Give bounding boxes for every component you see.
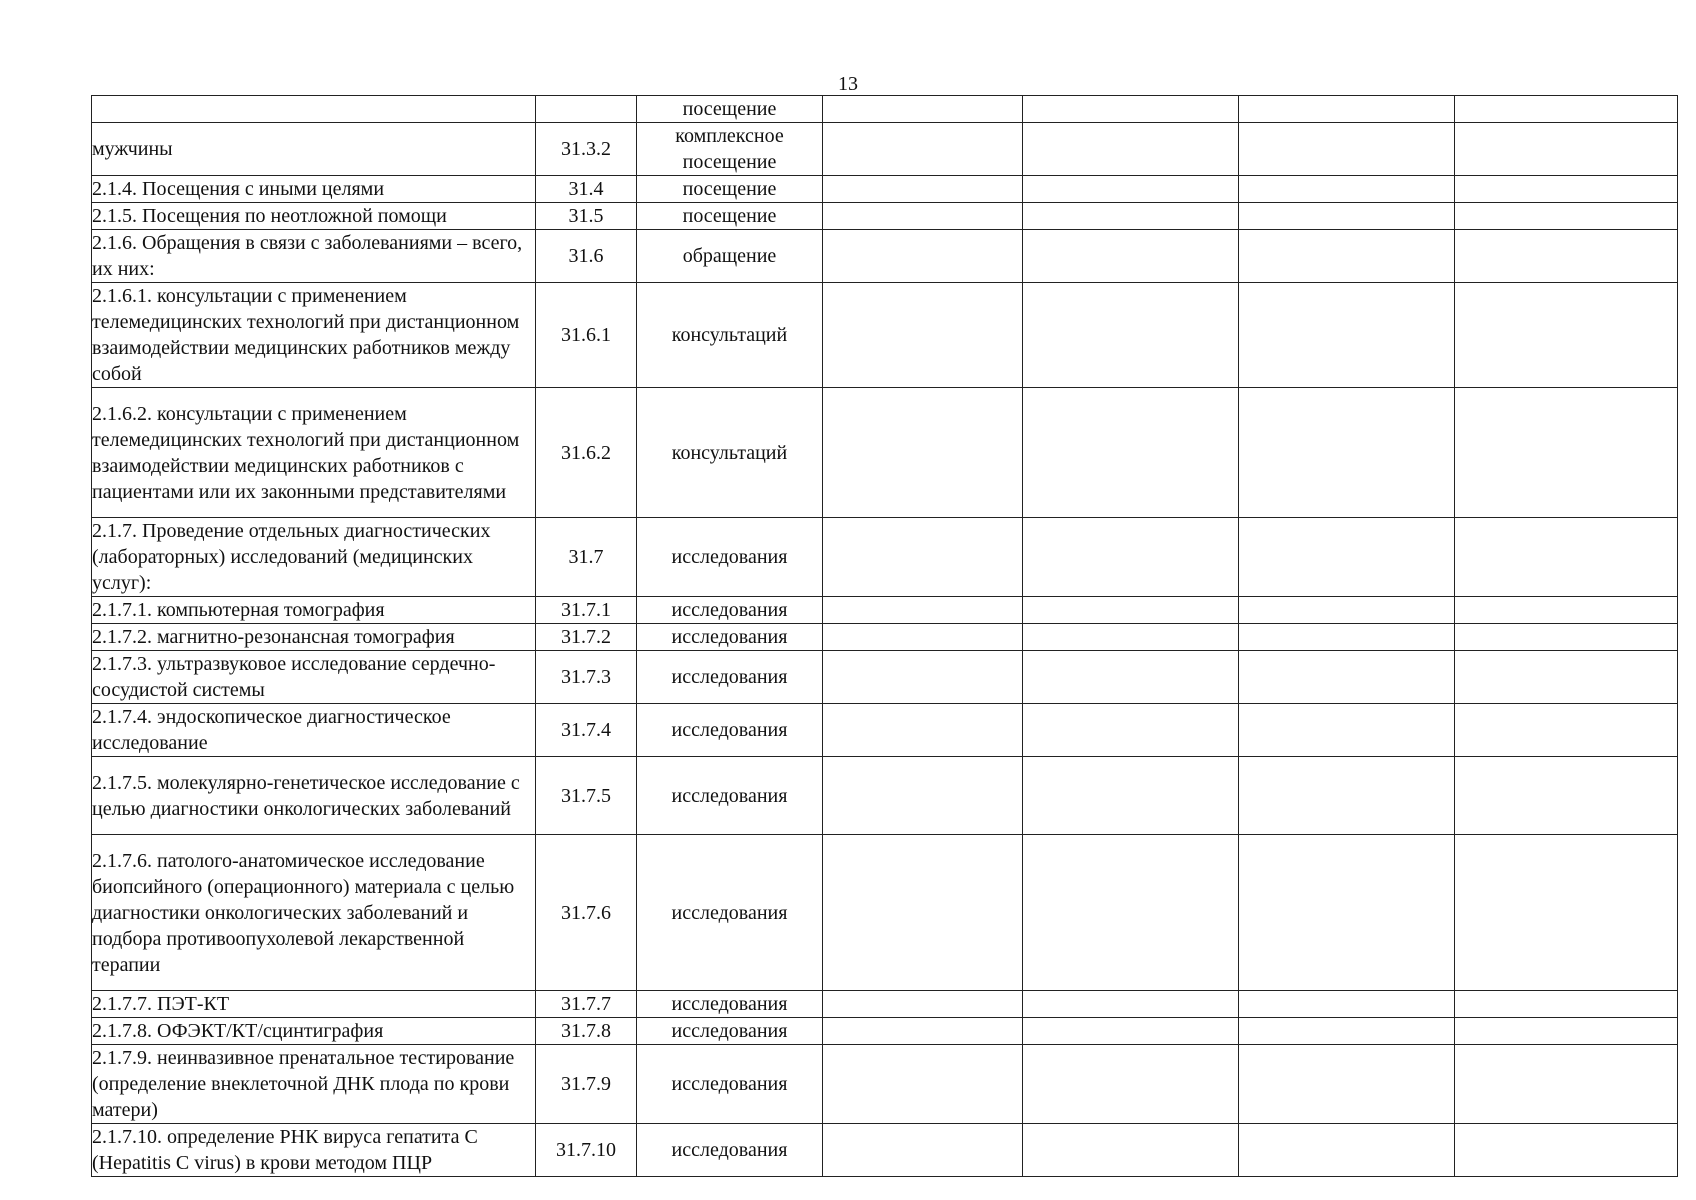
value-cell: [1023, 1018, 1239, 1045]
value-cell: [1455, 624, 1678, 651]
value-cell: [823, 651, 1023, 704]
value-cell: [1023, 283, 1239, 388]
unit-cell: исследования: [637, 597, 823, 624]
row-code-cell: 31.7.5: [536, 757, 637, 835]
indicator-name-cell: 2.1.7.5. молекулярно-генетическое исследование с целью диагностики онкологических заболеваний: [92, 757, 536, 835]
unit-cell: исследования: [637, 1018, 823, 1045]
indicator-name-cell: 2.1.6.1. консультации с применением телемедицинских технологий при дистанционном взаимодействии медицинских работников между собой: [92, 283, 536, 388]
value-cell: [823, 96, 1023, 123]
value-cell: [1023, 597, 1239, 624]
indicator-name-cell: 2.1.7.4. эндоскопическое диагностическое исследование: [92, 704, 536, 757]
table-row: [92, 704, 1678, 757]
value-cell: [1023, 651, 1239, 704]
value-cell: [1239, 704, 1455, 757]
indicator-name-cell: 2.1.7. Проведение отдельных диагностических (лабораторных) исследований (медицинских услуг):: [92, 518, 536, 597]
value-cell: [823, 835, 1023, 991]
unit-cell: исследования: [637, 1124, 823, 1177]
table-row: [92, 991, 1678, 1018]
value-cell: [1023, 624, 1239, 651]
statistics-table: [91, 95, 1678, 1177]
value-cell: [1455, 230, 1678, 283]
indicator-name-cell: 2.1.4. Посещения с иными целями: [92, 176, 536, 203]
value-cell: [1239, 230, 1455, 283]
row-code-cell: 31.7.9: [536, 1045, 637, 1124]
indicator-name-cell: 2.1.7.8. ОФЭКТ/КТ/сцинтиграфия: [92, 1018, 536, 1045]
value-cell: [1239, 1124, 1455, 1177]
value-cell: [1239, 283, 1455, 388]
indicator-name-cell: 2.1.7.9. неинвазивное пренатальное тестирование (определение внеклеточной ДНК плода по крови матери): [92, 1045, 536, 1124]
unit-cell: обращение: [637, 230, 823, 283]
unit-cell: консультаций: [637, 388, 823, 518]
value-cell: [823, 624, 1023, 651]
value-cell: [1455, 991, 1678, 1018]
value-cell: [1023, 518, 1239, 597]
value-cell: [1023, 203, 1239, 230]
value-cell: [1455, 1124, 1678, 1177]
indicator-name-cell: [92, 96, 536, 123]
value-cell: [1239, 176, 1455, 203]
value-cell: [1455, 176, 1678, 203]
value-cell: [823, 203, 1023, 230]
row-code-cell: 31.7.8: [536, 1018, 637, 1045]
table-row: [92, 203, 1678, 230]
value-cell: [1023, 1045, 1239, 1124]
table-row: [92, 835, 1678, 991]
value-cell: [1239, 1018, 1455, 1045]
value-cell: [1455, 203, 1678, 230]
indicator-name-cell: 2.1.7.2. магнитно-резонансная томография: [92, 624, 536, 651]
table-row: [92, 283, 1678, 388]
value-cell: [1239, 123, 1455, 176]
value-cell: [1023, 123, 1239, 176]
value-cell: [1239, 991, 1455, 1018]
indicator-name-cell: мужчины: [92, 123, 536, 176]
value-cell: [1023, 388, 1239, 518]
value-cell: [1023, 230, 1239, 283]
indicator-name-cell: 2.1.6. Обращения в связи с заболеваниями – всего, их них:: [92, 230, 536, 283]
value-cell: [823, 704, 1023, 757]
value-cell: [1455, 518, 1678, 597]
value-cell: [1455, 651, 1678, 704]
value-cell: [1455, 388, 1678, 518]
indicator-name-cell: 2.1.7.10. определение РНК вируса гепатита С (Hepatitis C virus) в крови методом ПЦР: [92, 1124, 536, 1177]
table-row: [92, 1045, 1678, 1124]
value-cell: [823, 1018, 1023, 1045]
value-cell: [823, 230, 1023, 283]
unit-cell: исследования: [637, 624, 823, 651]
table-row: [92, 651, 1678, 704]
row-code-cell: 31.6.2: [536, 388, 637, 518]
value-cell: [1239, 651, 1455, 704]
value-cell: [1455, 835, 1678, 991]
value-cell: [1455, 283, 1678, 388]
table-row: [92, 123, 1678, 176]
row-code-cell: 31.7.2: [536, 624, 637, 651]
unit-cell: исследования: [637, 991, 823, 1018]
value-cell: [1239, 1045, 1455, 1124]
value-cell: [1239, 96, 1455, 123]
table-row: [92, 518, 1678, 597]
value-cell: [1023, 991, 1239, 1018]
value-cell: [1455, 96, 1678, 123]
value-cell: [823, 388, 1023, 518]
value-cell: [1239, 757, 1455, 835]
unit-cell: исследования: [637, 1045, 823, 1124]
table-row: [92, 230, 1678, 283]
value-cell: [1455, 704, 1678, 757]
row-code-cell: 31.4: [536, 176, 637, 203]
row-code-cell: 31.6.1: [536, 283, 637, 388]
row-code-cell: 31.5: [536, 203, 637, 230]
table-row: [92, 176, 1678, 203]
value-cell: [823, 283, 1023, 388]
value-cell: [1239, 203, 1455, 230]
indicator-name-cell: 2.1.7.7. ПЭТ-КТ: [92, 991, 536, 1018]
value-cell: [1455, 1045, 1678, 1124]
row-code-cell: 31.7: [536, 518, 637, 597]
value-cell: [1455, 123, 1678, 176]
value-cell: [823, 1045, 1023, 1124]
indicator-name-cell: 2.1.7.6. патолого-анатомическое исследование биопсийного (операционного) материала с целью диагностики онкологических заболеваний и подбора противоопухолевой лекарственной терапии: [92, 835, 536, 991]
unit-cell: посещение: [637, 176, 823, 203]
value-cell: [1023, 176, 1239, 203]
unit-cell: консультаций: [637, 283, 823, 388]
indicator-name-cell: 2.1.7.1. компьютерная томография: [92, 597, 536, 624]
value-cell: [1023, 96, 1239, 123]
value-cell: [823, 1124, 1023, 1177]
row-code-cell: 31.7.6: [536, 835, 637, 991]
table-row: [92, 1124, 1678, 1177]
row-code-cell: 31.7.4: [536, 704, 637, 757]
value-cell: [823, 518, 1023, 597]
value-cell: [823, 757, 1023, 835]
table-row: [92, 597, 1678, 624]
unit-cell: исследования: [637, 835, 823, 991]
table-row: [92, 757, 1678, 835]
value-cell: [1023, 835, 1239, 991]
value-cell: [1239, 518, 1455, 597]
table-row: [92, 1018, 1678, 1045]
unit-cell: исследования: [637, 651, 823, 704]
row-code-cell: 31.7.10: [536, 1124, 637, 1177]
value-cell: [1455, 1018, 1678, 1045]
row-code-cell: 31.7.1: [536, 597, 637, 624]
value-cell: [823, 597, 1023, 624]
value-cell: [1023, 1124, 1239, 1177]
row-code-cell: 31.7.7: [536, 991, 637, 1018]
page-number: 13: [838, 73, 858, 95]
value-cell: [823, 991, 1023, 1018]
unit-cell: исследования: [637, 757, 823, 835]
value-cell: [1239, 835, 1455, 991]
row-code-cell: 31.3.2: [536, 123, 637, 176]
row-code-cell: 31.7.3: [536, 651, 637, 704]
indicator-name-cell: 2.1.5. Посещения по неотложной помощи: [92, 203, 536, 230]
table-row: [92, 388, 1678, 518]
value-cell: [823, 123, 1023, 176]
value-cell: [1239, 597, 1455, 624]
table-row: [92, 624, 1678, 651]
value-cell: [1455, 597, 1678, 624]
unit-cell: посещение: [637, 203, 823, 230]
indicator-name-cell: 2.1.6.2. консультации с применением телемедицинских технологий при дистанционном взаимодействии медицинских работников с пациентами или их законными представителями: [92, 388, 536, 518]
value-cell: [1023, 757, 1239, 835]
unit-cell: исследования: [637, 518, 823, 597]
unit-cell: посещение: [637, 96, 823, 123]
value-cell: [823, 176, 1023, 203]
value-cell: [1023, 704, 1239, 757]
unit-cell: исследования: [637, 704, 823, 757]
unit-cell: комплексное посещение: [637, 123, 823, 176]
row-code-cell: [536, 96, 637, 123]
value-cell: [1239, 624, 1455, 651]
table-row: [92, 96, 1678, 123]
row-code-cell: 31.6: [536, 230, 637, 283]
value-cell: [1239, 388, 1455, 518]
indicator-name-cell: 2.1.7.3. ультразвуковое исследование сердечно-сосудистой системы: [92, 651, 536, 704]
value-cell: [1455, 757, 1678, 835]
